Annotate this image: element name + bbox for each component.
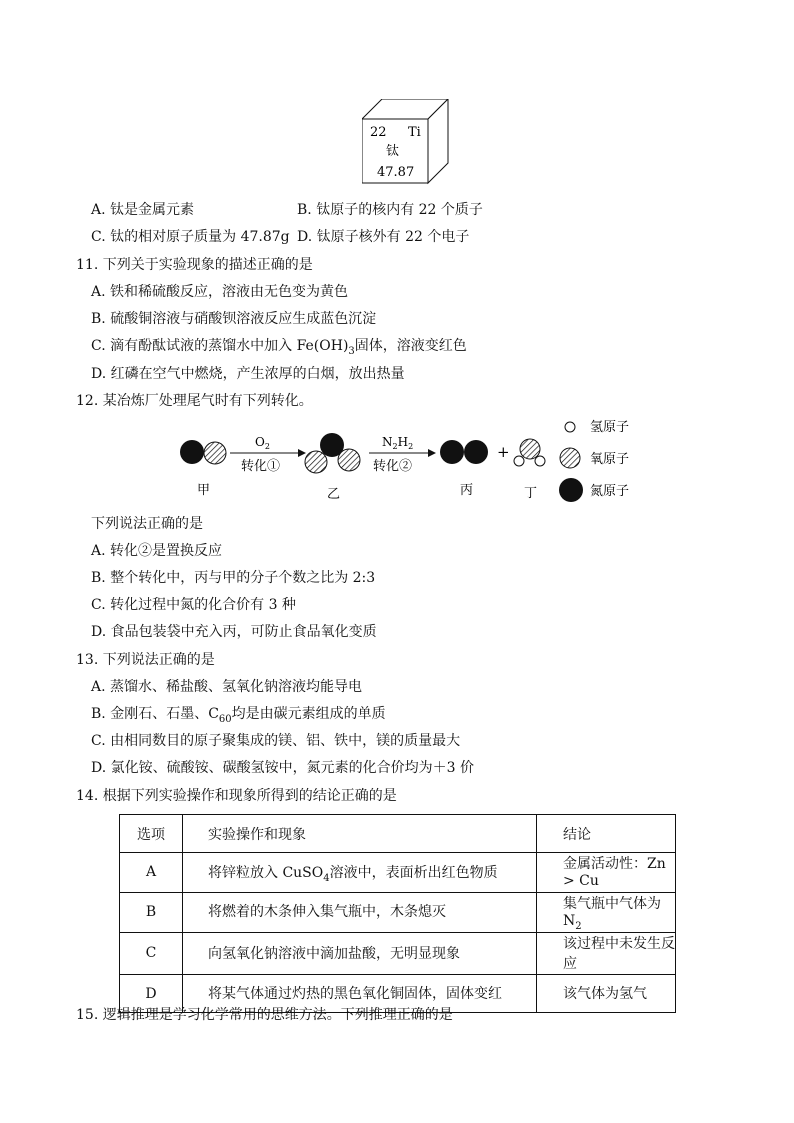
q10-option-d: D. 钛原子核外有 22 个电子: [297, 229, 470, 245]
q12-stem: 12. 某冶炼厂处理尾气时有下列转化。: [76, 393, 313, 409]
q11-option-a: A. 铁和稀硫酸反应，溶液由无色变为黄色: [91, 284, 349, 300]
q11-option-c: [91, 336, 467, 362]
arrow2-reagent: $N_2H_2$: [382, 435, 414, 451]
reaction-diagram: [170, 418, 650, 508]
row-conclusion: 该过程中未发生反应: [537, 932, 676, 975]
arrow1-reagent: $O_2$: [255, 435, 270, 451]
q13-b-sub: 60: [218, 713, 232, 725]
q13-option-b: [91, 704, 386, 730]
legend-nitrogen-label: 氮原子: [590, 484, 630, 499]
row-conclusion: 金属活动性：Zn > Cu: [537, 853, 676, 893]
legend-oxygen-label: 氧原子: [590, 452, 630, 467]
row-operation: 将燃着的木条伸入集气瓶中，木条熄灭: [183, 892, 537, 932]
header-option: 选项: [120, 815, 183, 853]
arrow2-label: 转化②: [373, 459, 413, 474]
header-conclusion: 结论: [537, 815, 676, 853]
q11-c-text: C. 滴有酚酞试液的蒸馏水中加入 Fe(OH): [91, 338, 349, 354]
element-atomic-number: 22: [370, 125, 387, 140]
q11-option-d: D. 红磷在空气中燃烧，产生浓厚的白烟，放出热量: [91, 366, 405, 382]
arrow-conversion-2: [369, 449, 436, 457]
molecule-bing: [440, 440, 488, 464]
table-row: [120, 853, 676, 893]
q13-stem: 13. 下列说法正确的是: [76, 652, 215, 668]
q13-b-text-end: 均是由碳元素组成的单质: [231, 706, 386, 722]
q13-option-a: A. 蒸馏水、稀盐酸、氢氧化钠溶液均能导电: [91, 679, 363, 695]
label-ding: 丁: [524, 486, 538, 501]
q14-stem: 14. 根据下列实验操作和现象所得到的结论正确的是: [76, 788, 397, 804]
row-option: C: [120, 932, 183, 975]
legend-oxygen-symbol: [560, 448, 580, 468]
row-conclusion: 集气瓶中气体为 $N_2$: [537, 892, 676, 932]
table-row: [120, 932, 676, 975]
arrow1-label: 转化①: [241, 459, 281, 474]
row-operation: 将某气体通过灼热的黑色氧化铜固体，固体变红: [183, 975, 537, 1013]
label-yi: 乙: [327, 487, 341, 502]
row-conclusion: 该气体为氢气: [537, 975, 676, 1013]
label-jia: 甲: [197, 483, 211, 498]
q12-option-a: A. 转化②是置换反应: [91, 543, 223, 559]
q11-option-b: B. 硫酸铜溶液与硝酸钡溶液反应生成蓝色沉淀: [91, 311, 377, 327]
row-option: D: [120, 975, 183, 1013]
legend: [559, 420, 629, 502]
q12-option-c: C. 转化过程中氮的化合价有 3 种: [91, 597, 296, 613]
q11-stem: 11. 下列关于实验现象的描述正确的是: [76, 257, 313, 273]
row-operation: 向氢氧化钠溶液中滴加盐酸，无明显现象: [183, 932, 537, 975]
table-header-row: [120, 815, 676, 853]
q13-b-text: B. 金刚石、石墨、C: [91, 706, 219, 722]
molecule-ding: [514, 439, 545, 466]
row-operation: 将锌粒放入 CuSO$_4$溶液中，表面析出红色物质: [183, 853, 537, 893]
element-name: 钛: [386, 144, 400, 159]
element-mass: 47.87: [377, 165, 415, 180]
q12-option-b: B. 整个转化中，丙与甲的分子个数之比为 2:3: [91, 570, 376, 586]
row-option: B: [120, 892, 183, 932]
molecule-yi: [305, 433, 360, 473]
q11-c-text-end: 固体，溶液变红色: [354, 338, 467, 354]
element-symbol: Ti: [408, 125, 421, 140]
q10-option-a: A. 钛是金属元素: [91, 202, 195, 218]
element-cube-figure: [362, 99, 452, 187]
q12-option-d: D. 食品包装袋中充入丙，可防止食品氧化变质: [91, 624, 377, 640]
plus-sign: +: [497, 443, 510, 461]
q11-c-sub: 3: [348, 345, 355, 357]
q14-table: [119, 814, 676, 1013]
q10-option-b: B. 钛原子的核内有 22 个质子: [297, 202, 483, 218]
header-operation: 实验操作和现象: [183, 815, 537, 853]
q15-stem: 15. 逻辑推理是学习化学常用的思维方法。下列推理正确的是: [76, 1007, 453, 1023]
legend-hydrogen-symbol: [565, 422, 575, 432]
row-option: A: [120, 853, 183, 893]
legend-hydrogen-label: 氢原子: [590, 420, 630, 435]
legend-nitrogen-symbol: [559, 478, 583, 502]
q10-option-c: C. 钛的相对原子质量为 47.87g: [91, 229, 290, 245]
q13-option-c: C. 由相同数目的原子聚集成的镁、铝、铁中，镁的质量最大: [91, 733, 461, 749]
q12-substem: 下列说法正确的是: [91, 516, 203, 532]
q13-option-d: D. 氯化铵、硫酸铵、碳酸氢铵中，氮元素的化合价均为＋3 价: [91, 760, 474, 776]
table-row: [120, 892, 676, 932]
molecule-jia: [180, 440, 226, 464]
label-bing: 丙: [460, 483, 474, 498]
